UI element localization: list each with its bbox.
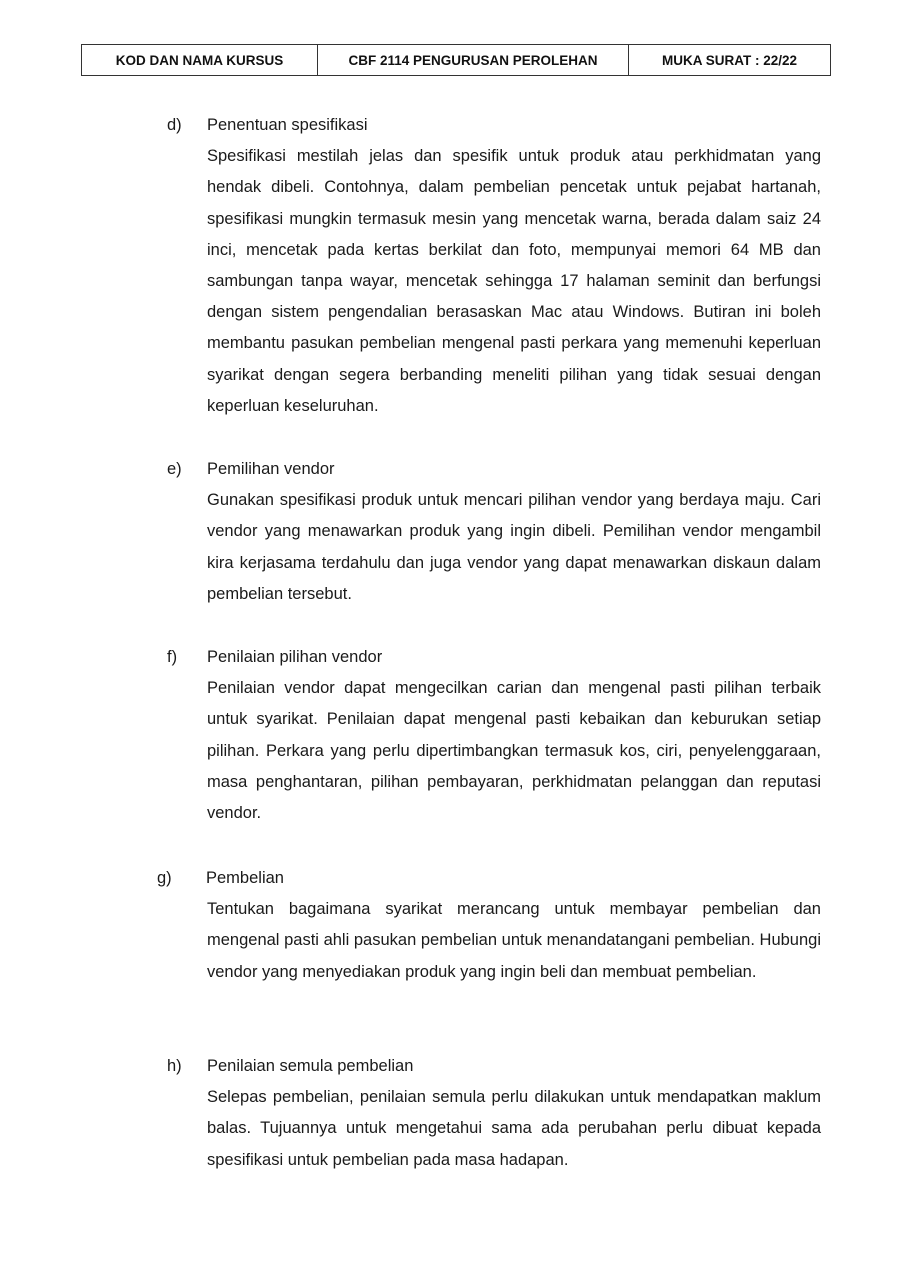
section-letter: d)	[167, 116, 182, 134]
course-name: CBF 2114 PENGURUSAN PEROLEHAN	[318, 45, 629, 75]
section-letter: h)	[167, 1057, 182, 1075]
section-title: Penilaian semula pembelian	[207, 1057, 414, 1075]
section-title: Pemilihan vendor	[207, 460, 335, 478]
section-title: Penilaian pilihan vendor	[207, 648, 383, 666]
section-title: Pembelian	[206, 869, 284, 887]
section-body: Gunakan spesifikasi produk untuk mencari pilihan vendor yang berdaya maju. Cari vendor yang menawarkan produk yang ingin dibeli. Pemilihan vendor mengambil kira kerjasama terdahulu dan juga vendor yang dapat menawarkan diskaun dalam pembelian tersebut.	[207, 491, 821, 603]
section-body: Penilaian vendor dapat mengecilkan carian dan mengenal pasti pilihan terbaik untuk syarikat. Penilaian dapat mengenal pasti kebaikan dan keburukan setiap pilihan. Perkara yang perlu dipertimbangkan termasuk kos, ciri, penyelenggaraan, masa penghantaran, pilihan pembayaran, perkhidmatan pelanggan dan reputasi vendor.	[207, 679, 821, 822]
page-number: MUKA SURAT : 22/22	[661, 52, 798, 68]
section-title: Penentuan spesifikasi	[207, 116, 368, 134]
course-code-label: KOD DAN NAMA KURSUS	[82, 45, 318, 75]
section-body: Spesifikasi mestilah jelas dan spesifik untuk produk atau perkhidmatan yang hendak dibeli. Contohnya, dalam pembelian pencetak untuk pejabat hartanah, spesifikasi mungkin termasuk mesin yang mencetak warna, berada dalam saiz 24 inci, mencetak pada kertas berkilat dan foto, mempunyai memori 64 MB dan sambungan tanpa wayar, mencetak sehingga 17 halaman seminit dan berfungsi dengan sistem pengendalian berasaskan Mac atau Windows. Butiran ini boleh membantu pasukan pembelian mengenal pasti perkara yang memenuhi keperluan syarikat dengan segera berbanding meneliti pilihan yang tidak sesuai dengan keperluan keseluruhan.	[207, 147, 821, 415]
section-letter: f)	[167, 648, 178, 666]
section-body: Tentukan bagaimana syarikat merancang untuk membayar pembelian dan mengenal pasti ahli pasukan pembelian untuk menandatangani pembelian. Hubungi vendor yang menyediakan produk yang ingin beli dan membuat pembelian.	[207, 900, 821, 981]
section-body: Selepas pembelian, penilaian semula perlu dilakukan untuk mendapatkan maklum balas. Tujuannya untuk mengetahui sama ada perubahan perlu dibuat kepada spesifikasi untuk pembelian pada masa hadapan.	[207, 1088, 821, 1169]
section-letter: e)	[167, 460, 182, 478]
page-header-table	[81, 44, 831, 76]
section-letter: g)	[157, 869, 172, 887]
